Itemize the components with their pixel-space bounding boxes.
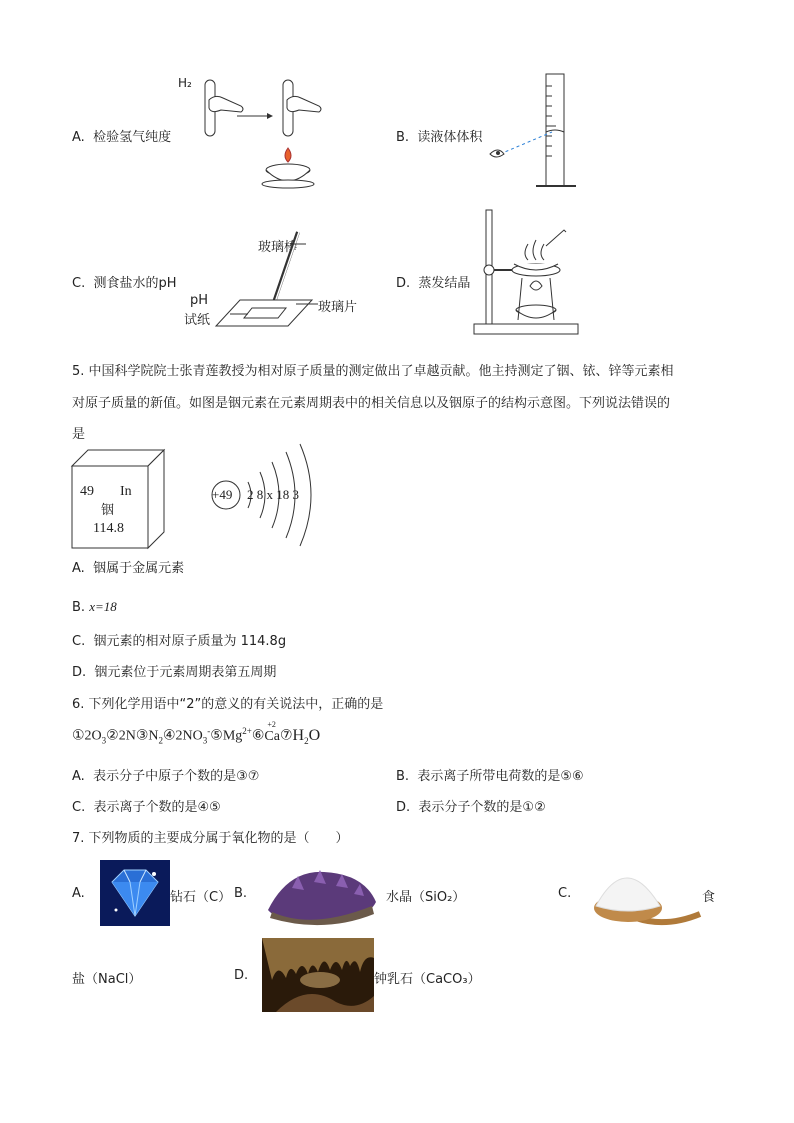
q7-stem: 7. 下列物质的主要成分属于氧化物的是（ ） bbox=[72, 831, 349, 846]
atomic-mass: 114.8 bbox=[93, 521, 124, 536]
option-text: 读液体体积 bbox=[417, 130, 483, 145]
element-name: 铟 bbox=[101, 503, 115, 518]
option-text: 表示分子中原子个数的是③⑦ bbox=[93, 769, 260, 784]
q4-option-d bbox=[396, 272, 470, 291]
q4-option-a bbox=[72, 126, 171, 145]
option-letter: A. bbox=[72, 130, 85, 145]
option-letter: B. bbox=[72, 600, 86, 615]
q6-stem: 6. 下列化学用语中“2”的意义的有关说法中，正确的是 bbox=[72, 697, 384, 712]
q7-option-c-letter: C. bbox=[558, 886, 572, 901]
test-paper-label: 试纸 bbox=[184, 313, 211, 328]
q7-option-b-text: 水晶（SiO₂） bbox=[386, 890, 466, 905]
graduated-cylinder-illustration bbox=[486, 70, 586, 194]
ph-label: pH bbox=[190, 293, 209, 308]
q7-option-d-text: 钟乳石（CaCO₃） bbox=[374, 972, 481, 987]
q6-option-d bbox=[396, 796, 546, 815]
option-letter: B. bbox=[396, 769, 410, 784]
q4-option-b bbox=[396, 126, 482, 145]
diamond-image bbox=[100, 860, 170, 926]
ph-test-illustration bbox=[210, 228, 320, 332]
option-letter: B. bbox=[396, 130, 410, 145]
glass-plate-label: 玻璃片 bbox=[318, 300, 358, 315]
option-text: 测食盐水的pH bbox=[93, 276, 177, 291]
salt-image bbox=[586, 856, 702, 932]
q6-chemical-expressions: $①2O_3②2N③N_2④2NO_3^-⑤Mg^{2+}⑥$ +2 $Ca⑦H_2O$ bbox=[72, 719, 321, 746]
option-letter: C. bbox=[72, 276, 86, 291]
q5-option-b bbox=[72, 599, 117, 615]
q7-option-a-letter: A. bbox=[72, 886, 85, 901]
h2-test-illustration bbox=[195, 78, 335, 190]
option-letter: D. bbox=[396, 800, 411, 815]
q7-option-a-text: 钻石（C） bbox=[170, 890, 232, 905]
option-text: 检验氢气纯度 bbox=[93, 130, 172, 145]
q7-option-c-text-end: 食 bbox=[702, 890, 716, 905]
option-letter: D. bbox=[396, 276, 411, 291]
element-symbol: In bbox=[120, 484, 132, 499]
q5-stem-line1: 5. 中国科学院院士张青莲教授为相对原子质量的测定做出了卓越贡献。他主持测定了铟、铱、锌等元素相 bbox=[72, 364, 674, 379]
option-text: 铟属于金属元素 bbox=[93, 561, 185, 576]
option-text: 表示离子个数的是④⑤ bbox=[93, 800, 221, 815]
crystal-image bbox=[262, 858, 380, 928]
q5-option-d bbox=[72, 661, 276, 680]
option-text: x=18 bbox=[89, 599, 117, 614]
q6-option-b bbox=[396, 765, 584, 784]
q6-option-c bbox=[72, 796, 221, 815]
h2-label: H₂ bbox=[178, 76, 192, 90]
option-text: 表示分子个数的是①② bbox=[418, 800, 546, 815]
evaporation-illustration bbox=[470, 206, 582, 338]
option-letter: A. bbox=[72, 561, 85, 576]
option-letter: C. bbox=[72, 800, 86, 815]
q5-stem-line2: 对原子质量的新值。如图是铟元素在元素周期表中的相关信息以及铟原子的结构示意图。下列说法错误的 bbox=[72, 396, 671, 411]
stalactite-image bbox=[262, 938, 374, 1012]
q7-option-b-letter: B. bbox=[234, 886, 248, 901]
electron-shells: 2 8 x 18 3 bbox=[247, 487, 299, 502]
q7-option-c-text-cont: 盐（NaCl） bbox=[72, 972, 142, 987]
option-text: 表示离子所带电荷数的是⑤⑥ bbox=[417, 769, 584, 784]
option-text: 铟元素位于元素周期表第五周期 bbox=[94, 665, 277, 680]
option-letter: D. bbox=[72, 665, 87, 680]
q5-stem-line3: 是 bbox=[72, 427, 86, 442]
q5-option-a bbox=[72, 557, 184, 576]
q7-option-d-letter: D. bbox=[234, 968, 249, 983]
nucleus-charge: +49 bbox=[212, 487, 233, 502]
q5-option-c bbox=[72, 630, 286, 649]
q6-option-a bbox=[72, 765, 259, 784]
option-letter: C. bbox=[72, 634, 86, 649]
glass-rod-label: 玻璃棒 bbox=[258, 240, 298, 255]
option-text: 铟元素的相对原子质量为 114.8g bbox=[93, 634, 287, 649]
option-text: 蒸发结晶 bbox=[418, 276, 471, 291]
option-letter: A. bbox=[72, 769, 85, 784]
q4-option-c bbox=[72, 272, 177, 291]
atomic-number: 49 bbox=[80, 484, 94, 499]
